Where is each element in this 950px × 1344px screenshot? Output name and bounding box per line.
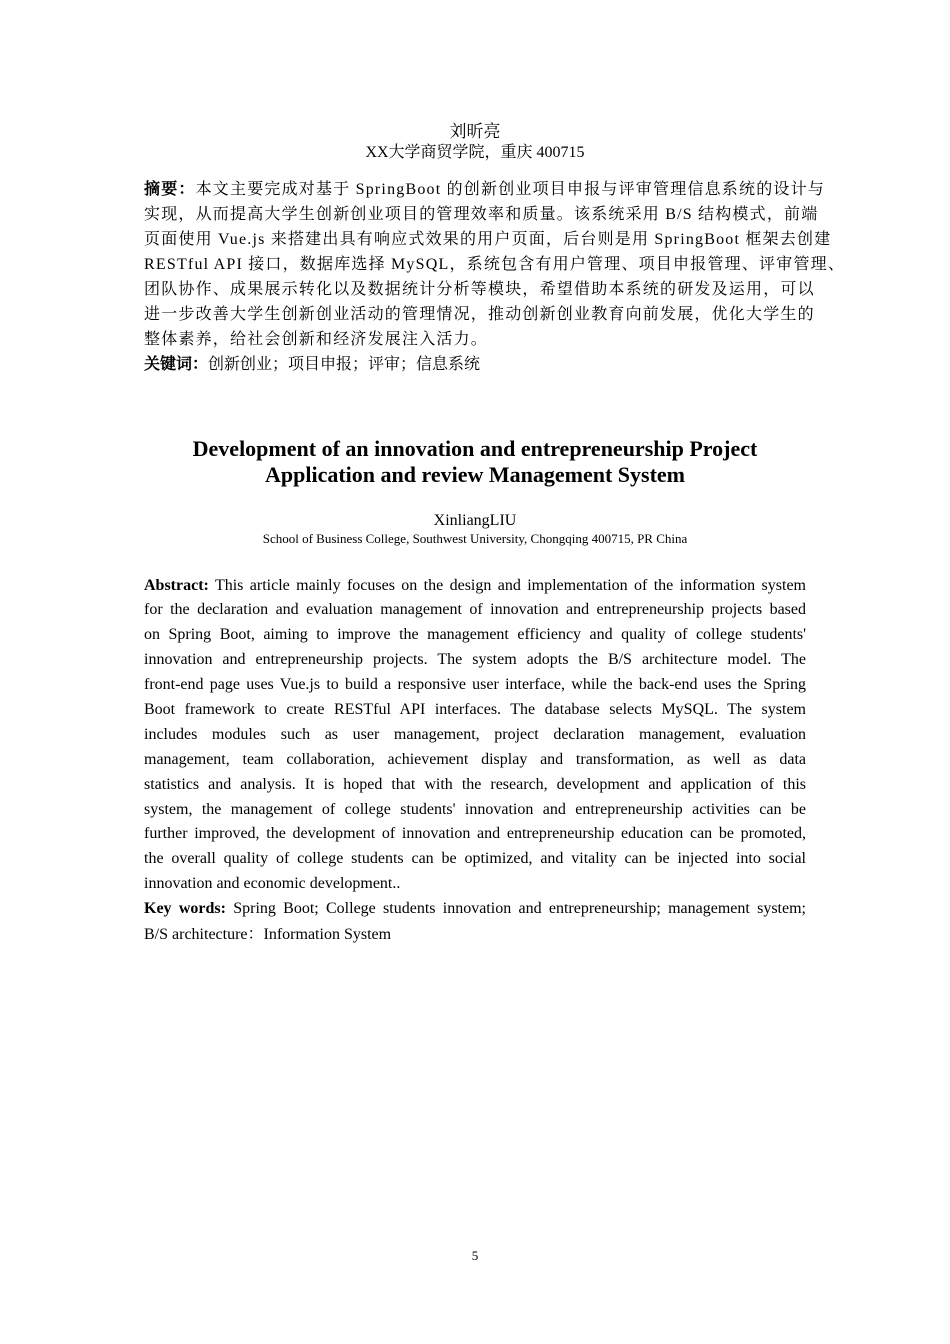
en-title [0,436,950,488]
en-abstract-line: for the declaration and evaluation management of innovation and entrepreneurship projects based [144,601,806,618]
cn-keywords: 创新创业；项目申报；评审；信息系统 [208,356,481,373]
en-abstract-line: front-end page uses Vue.js to build a responsive user interface, while the back-end uses the Spring [144,676,806,693]
en-abstract-line: includes modules such as user management, project declaration management, evaluation [144,726,806,743]
cn-abstract-line: 进一步改善大学生创新创业活动的管理情况，推动创新创业教育向前发展，优化大学生的 [144,306,815,323]
en-title-line: Application and review Management System [264,462,686,487]
en-abstract-line: innovation and economic development.. [144,875,401,892]
en-abstract-line: innovation and entrepreneurship projects. The system adopts the B/S architecture model. The [144,651,806,668]
en-abstract-line: statistics and analysis. It is hoped that with the research, development and application of this [144,776,806,793]
en-author: XinliangLIU [433,512,517,529]
cn-author: 刘昕亮 [449,122,501,141]
en-abstract-label: Abstract: [144,577,209,594]
cn-abstract-line: RESTful API 接口，数据库选择 MySQL，系统包含有用户管理、项目申报管理、评审管理、 [144,256,846,273]
cn-abstract-line: 实现，从而提高大学生创新创业项目的管理效率和质量。该系统采用 B/S 结构模式，前端 [144,206,819,223]
cn-affiliation: XX大学商贸学院，重庆 400715 [365,144,585,161]
en-title-line: Development of an innovation and entrepreneurship Project [192,436,758,461]
cn-abstract-line: 整体素养，给社会创新和经济发展注入活力。 [144,331,489,348]
en-abstract-line: management, team collaboration, achievement display and transformation, as well as data [144,751,806,768]
cn-abstract-line: 页面使用 Vue.js 来搭建出具有响应式效果的用户页面，后台则是用 SpringBoot 框架去创建 [144,231,832,248]
en-affiliation: School of Business College, Southwest University, Chongqing 400715, PR China [262,531,688,546]
en-abstract-line: system, the management of college students' innovation and entrepreneurship activities can be [144,801,806,818]
en-abstract-line: on Spring Boot, aiming to improve the management efficiency and quality of college students' [144,626,806,643]
cn-abstract-line: 本文主要完成对基于 SpringBoot 的创新创业项目申报与评审管理信息系统的设计与 [195,181,825,198]
en-abstract-line: the overall quality of college students can be optimized, and vitality can be injected into social [144,850,806,867]
en-abstract-line: further improved, the development of innovation and entrepreneurship education can be promoted, [144,825,806,842]
cn-abstract-line: 团队协作、成果展示转化以及数据统计分析等模块，希望借助本系统的研发及运用，可以 [144,281,815,298]
en-keywords: B/S architecture：Information System [144,926,392,943]
en-abstract-line: Boot framework to create RESTful API interfaces. The database selects MySQL. The system [144,701,806,718]
en-keywords-label: Key words: [144,900,226,917]
cn-keywords-label: 关键词： [144,356,209,373]
page-number: 5 [471,1248,479,1263]
en-keywords: Spring Boot; College students innovation and entrepreneurship; management system; [225,900,806,917]
en-abstract-line: This article mainly focuses on the design and implementation of the information system [208,577,806,594]
cn-abstract-label: 摘要： [144,181,196,198]
